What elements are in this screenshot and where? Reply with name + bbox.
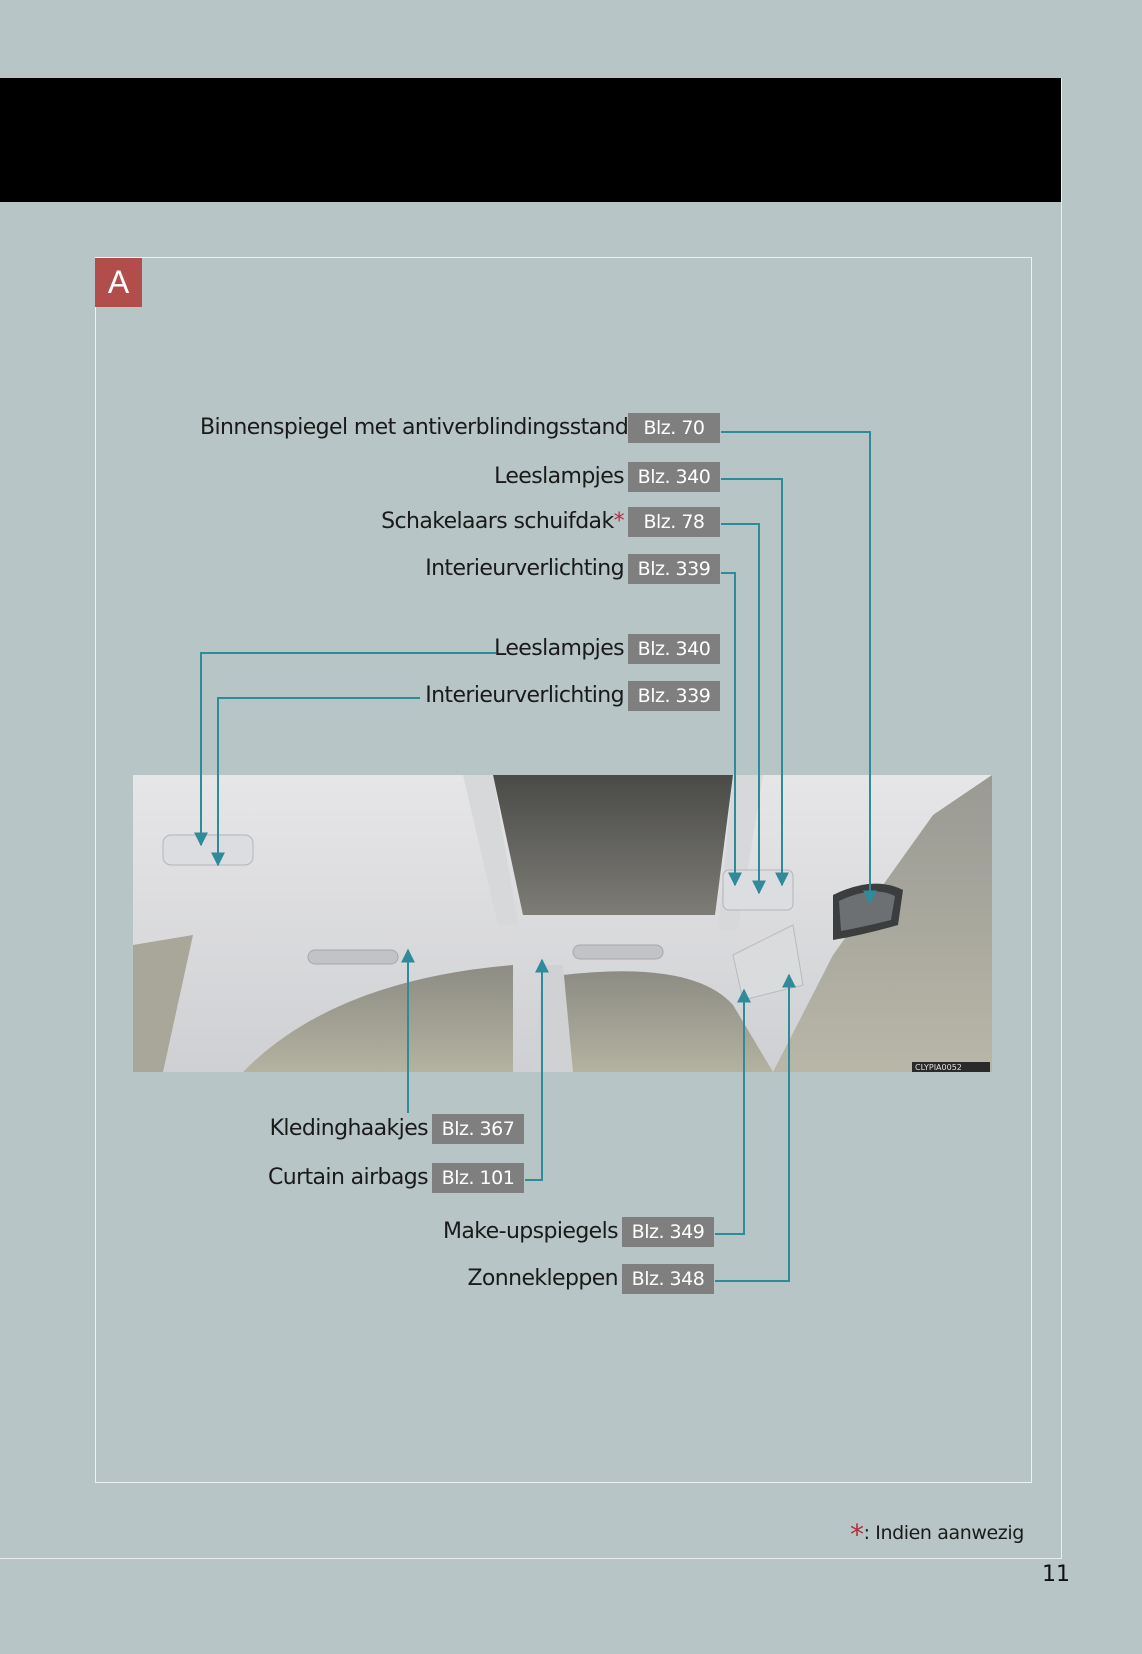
page-ref-interior-light-rear[interactable]: Blz. 339 [628,681,720,711]
page-ref-reading-lamps-rear[interactable]: Blz. 340 [628,634,720,664]
page-edge-rule [1061,78,1062,1558]
callout-label-reading-lamps-front: Leeslampjes [494,464,624,489]
callout-label-coat-hooks: Kledinghaakjes [269,1116,428,1141]
section-badge: A [95,258,142,307]
photo-code: CLYPIA0052 [915,1063,962,1072]
page-ref-curtain-airbags[interactable]: Blz. 101 [432,1163,524,1193]
page-ref-sunroof-switches[interactable]: Blz. 78 [628,507,720,537]
asterisk-mark: * [850,1518,864,1551]
footer-rule [0,1558,1062,1559]
callout-label-sunroof-switches: Schakelaars schuifdak* [381,509,624,534]
page-ref-vanity-mirrors[interactable]: Blz. 349 [622,1217,714,1247]
page-ref-interior-light-front[interactable]: Blz. 339 [628,554,720,584]
callout-label-sun-visors: Zonnekleppen [467,1266,618,1291]
callout-label-vanity-mirrors: Make-upspiegels [443,1219,618,1244]
callout-label-rearview-mirror: Binnenspiegel met antiverblindingsstand [200,415,629,440]
page-number: 11 [1042,1562,1070,1587]
callout-label-curtain-airbags: Curtain airbags [267,1165,428,1190]
header-band [0,78,1062,202]
callout-label-interior-light-rear: Interieurverlichting [425,683,624,708]
footnote: *: Indien aanwezig [850,1518,1024,1551]
callout-label-reading-lamps-rear: Leeslampjes [494,636,624,661]
callout-label-interior-light-front: Interieurverlichting [425,556,624,581]
page-ref-coat-hooks[interactable]: Blz. 367 [432,1114,524,1144]
asterisk-mark: * [613,509,624,534]
page-ref-rearview-mirror[interactable]: Blz. 70 [628,413,720,443]
page-ref-sun-visors[interactable]: Blz. 348 [622,1264,714,1294]
page-ref-reading-lamps-front[interactable]: Blz. 340 [628,462,720,492]
headliner-photo [133,775,992,1072]
